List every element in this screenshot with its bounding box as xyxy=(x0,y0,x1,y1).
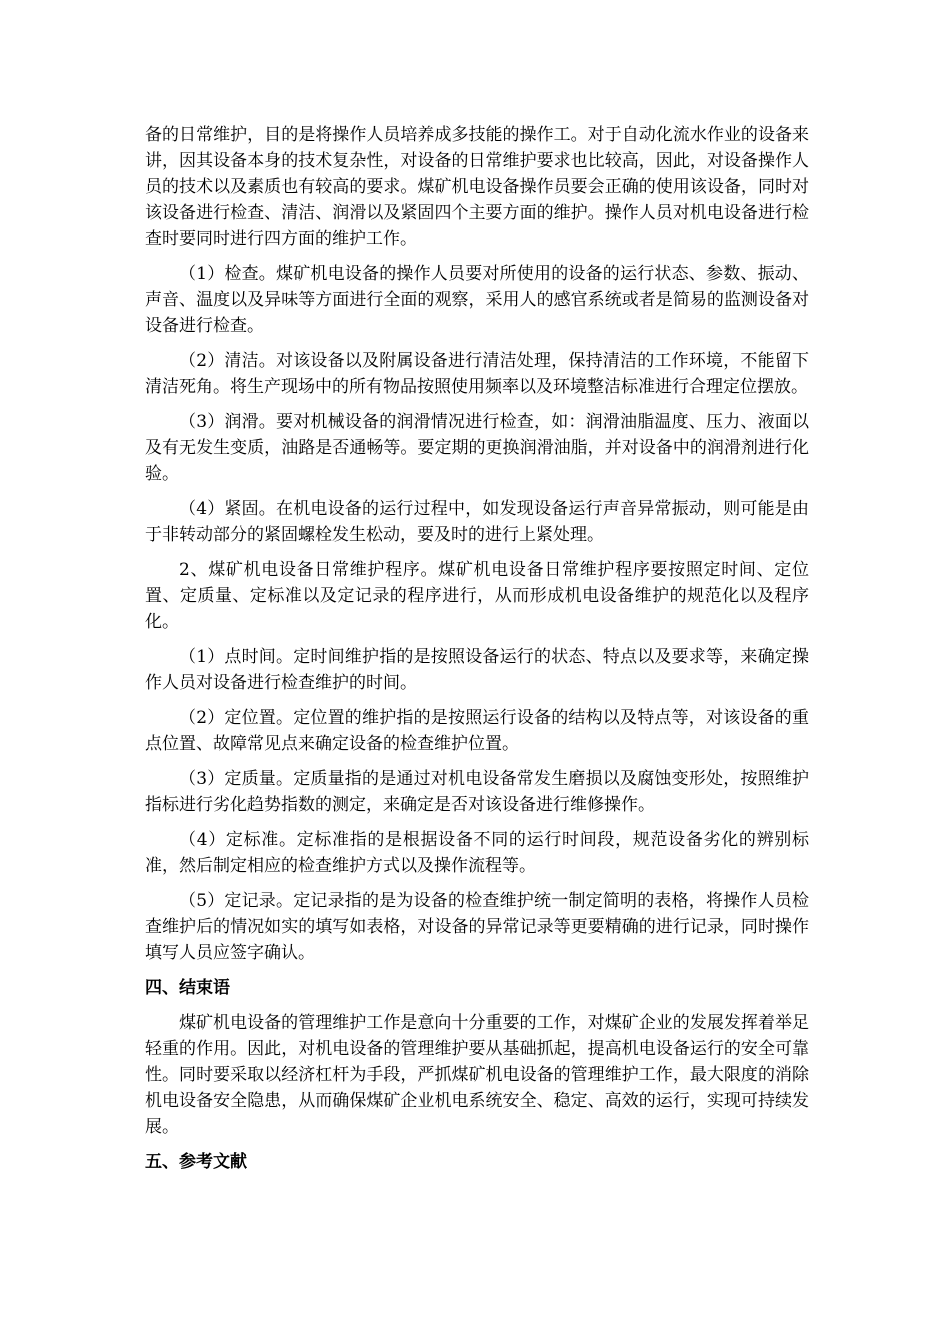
paragraph-procedure: 2、煤矿机电设备日常维护程序。煤矿机电设备日常维护程序要按照定时间、定位置、定质量、定标准以及定记录的程序进行，从而形成机电设备维护的规范化以及程序化。 xyxy=(145,560,809,632)
paragraph-cleaning: （2）清洁。对该设备以及附属设备进行清洁处理，保持清洁的工作环境，不能留下清洁死角。将生产现场中的所有物品按照使用频率以及环境整洁标准进行合理定位摆放。 xyxy=(145,351,809,397)
paragraph-continuation: 备的日常维护，目的是将操作人员培养成多技能的操作工。对于自动化流水作业的设备来讲，因其设备本身的技术复杂性，对设备的日常维护要求也比较高，因此，对设备操作人员的技术以及素质也有较高的要求。煤矿机电设备操作员要会正确的使用该设备，同时对该设备进行检查、清洁、润滑以及紧固四个主要方面的维护。操作人员对机电设备进行检查时要同时进行四方面的维护工作。 xyxy=(145,125,809,249)
section-heading-references: 五、参考文献 xyxy=(145,1152,247,1172)
document-body xyxy=(145,122,809,1184)
paragraph-fastening: （4）紧固。在机电设备的运行过程中，如发现设备运行声音异常振动，则可能是由于非转动部分的紧固螺栓发生松动，要及时的进行上紧处理。 xyxy=(145,499,809,545)
paragraph-fixed-time: （1）点时间。定时间维护指的是按照设备运行的状态、特点以及要求等，来确定操作人员对设备进行检查维护的时间。 xyxy=(145,647,809,693)
paragraph-fixed-position: （2）定位置。定位置的维护指的是按照运行设备的结构以及特点等，对该设备的重点位置、故障常见点来确定设备的检查维护位置。 xyxy=(145,708,809,754)
paragraph-fixed-standard: （4）定标准。定标准指的是根据设备不同的运行时间段，规范设备劣化的辨别标准，然后制定相应的检查维护方式以及操作流程等。 xyxy=(145,830,809,876)
paragraph-fixed-record: （5）定记录。定记录指的是为设备的检查维护统一制定简明的表格，将操作人员检查维护后的情况如实的填写如表格，对设备的异常记录等更要精确的进行记录，同时操作填写人员应签字确认。 xyxy=(145,891,809,963)
section-heading-conclusion: 四、结束语 xyxy=(145,978,230,998)
paragraph-fixed-quality: （3）定质量。定质量指的是通过对机电设备常发生磨损以及腐蚀变形处，按照维护指标进行劣化趋势指数的测定，来确定是否对该设备进行维修操作。 xyxy=(145,769,809,815)
paragraph-inspection: （1）检查。煤矿机电设备的操作人员要对所使用的设备的运行状态、参数、振动、声音、温度以及异味等方面进行全面的观察，采用人的感官系统或者是简易的监测设备对设备进行检查。 xyxy=(145,264,809,336)
paragraph-conclusion: 煤矿机电设备的管理维护工作是意向十分重要的工作，对煤矿企业的发展发挥着举足轻重的作用。因此，对机电设备的管理维护要从基础抓起，提高机电设备运行的安全可靠性。同时要采取以经济杠杆为手段，严抓煤矿机电设备的管理维护工作，最大限度的消除机电设备安全隐患，从而确保煤矿企业机电系统安全、稳定、高效的运行，实现可持续发展。 xyxy=(145,1013,809,1137)
paragraph-lubrication: （3）润滑。要对机械设备的润滑情况进行检查，如：润滑油脂温度、压力、液面以及有无发生变质，油路是否通畅等。要定期的更换润滑油脂，并对设备中的润滑剂进行化验。 xyxy=(145,412,809,484)
